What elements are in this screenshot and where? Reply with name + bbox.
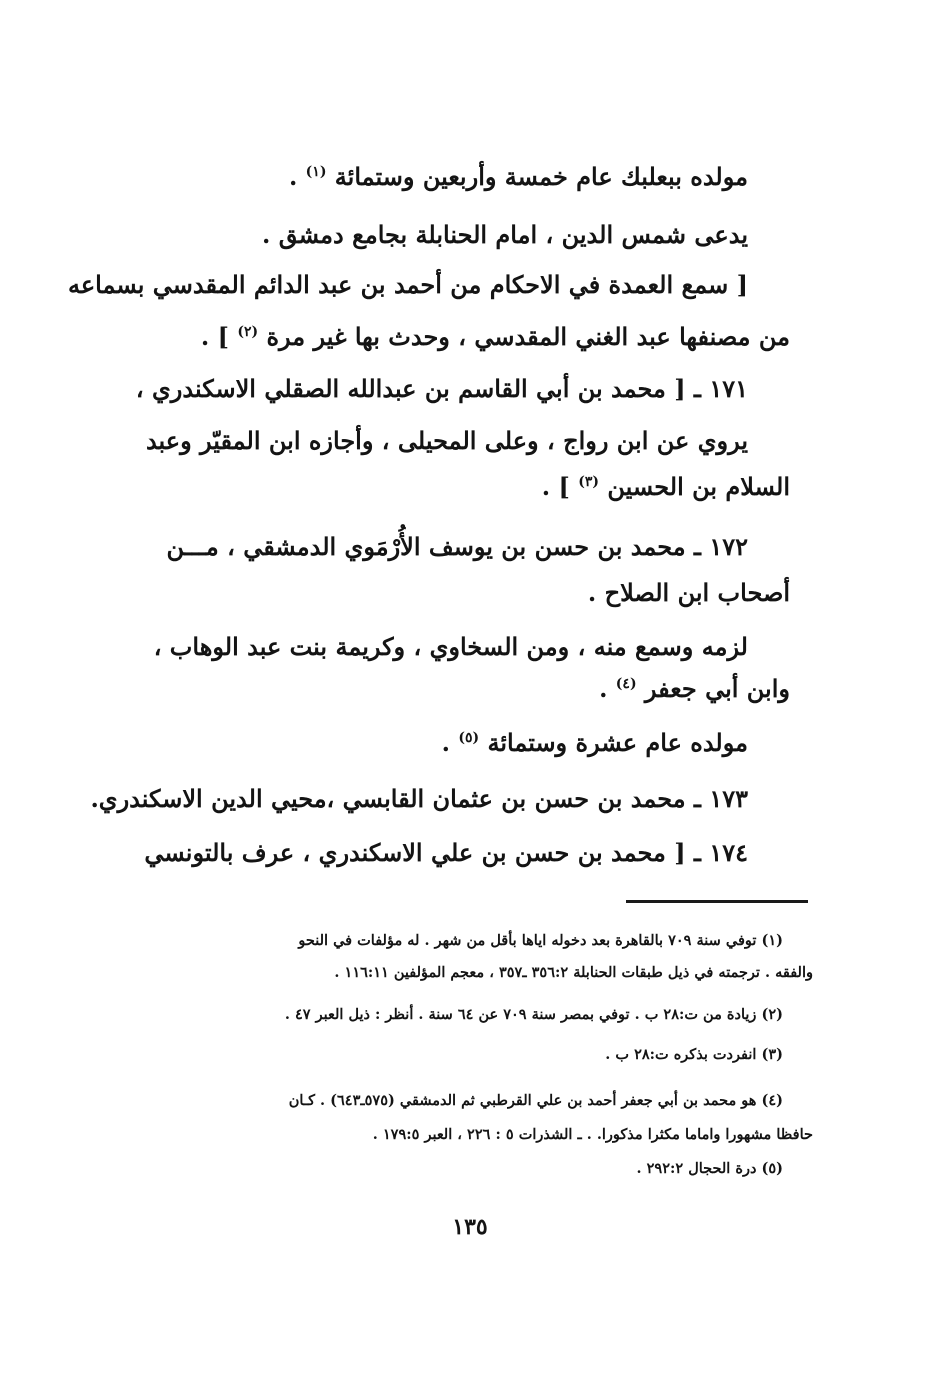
footnote-2: (٢) زيادة من ت:٢٨ ب . توفي بمصر سنة ٧٠٩ عن ٦٤ سنة . أنظر : ذيل العبر ٤٧ .: [284, 1006, 783, 1023]
text-line-11-end: .: [599, 674, 608, 703]
text-line-14: ١٧٤ ـ [ محمد بن حسن بن علي الاسكندري ، عرف بالتونسي: [144, 838, 748, 867]
text-line-6: يروي عن ابن رواج ، وعلى المحيلى ، وأجازه ابن المقيّر وعبد: [145, 426, 748, 455]
text-line-2: يدعى شمس الدين ، امام الحنابلة بجامع دمشق .: [262, 220, 748, 249]
text-line-11-content: وابن أبي جعفر: [644, 674, 790, 703]
text-line-10: لزمه وسمع منه ، ومن السخاوي ، وكريمة بنت عبد الوهاب ،: [153, 632, 748, 661]
text-line-5: ١٧١ ـ [ محمد بن أبي القاسم بن عبدالله الصقلي الاسكندري ،: [135, 374, 748, 403]
footnote-4-line-1: (٤) هو محمد بن أبي جعفر أحمد بن علي القرطبي ثم الدمشقي (٥٧٥ـ٦٤٣) . كـان: [288, 1092, 783, 1109]
text-line-12: [442, 726, 748, 760]
footnote-ref-2: (٢): [237, 324, 259, 340]
text-line-7-content: السلام بن الحسين: [607, 472, 790, 501]
text-line-8: ١٧٢ ـ محمد بن حسن بن يوسف الأُرْمَوي الدمشقي ، مـــن: [166, 532, 748, 561]
footnote-5: (٥) درة الحجال ٢٩٢:٢ .: [636, 1160, 783, 1177]
footnote-separator: [626, 900, 808, 903]
text-line-11: [599, 672, 790, 706]
text-line-4-content: من مصنفها عبد الغني المقدسي ، وحدث بها غير مرة: [266, 322, 790, 351]
footnote-ref-4: (٤): [615, 676, 637, 692]
text-line-3: [ سمع العمدة في الاحكام من أحمد بن عبد الدائم المقدسي بسماعه: [67, 270, 748, 299]
text-line-12-content: مولده عام عشرة وستمائة: [487, 728, 748, 757]
footnote-4-line-2: حافظا مشهورا واماما مكثرا مذكورا. . ـ الشذرات ٥ : ٢٢٦ ، العبر ١٧٩:٥ .: [372, 1126, 813, 1143]
text-line-7-end: ] .: [541, 472, 570, 501]
footnote-3: (٣) انفردت بذكره ت:٢٨ ب .: [605, 1046, 783, 1063]
text-line-4-end: ] .: [200, 322, 229, 351]
text-line-4: [201, 320, 790, 354]
text-line-9: أصحاب ابن الصلاح .: [587, 578, 790, 607]
text-line-1: [289, 160, 748, 194]
footnote-1-line-1: (١) توفي سنة ٧٠٩ بالقاهرة بعد دخوله اياها بأقل من شهر . له مؤلفات في النحو: [298, 932, 783, 949]
text-line-7: [542, 470, 790, 504]
footnote-ref-5: (٥): [458, 730, 480, 746]
text-line-12-end: .: [441, 728, 450, 757]
text-line-1-content: مولده ببعلبك عام خمسة وأربعين وستمائة: [334, 162, 748, 191]
page-number: ١٣٥: [452, 1214, 488, 1240]
footnote-ref-3: (٣): [578, 474, 600, 490]
text-line-1-end: .: [288, 162, 298, 191]
footnote-1-line-2: والفقه . ترجمته في ذيل طبقات الحنابلة ٣٥٦:٢ ـ٣٥٧ ، معجم المؤلفين ١١٦:١١ .: [334, 964, 813, 981]
footnote-ref-1: (١): [305, 164, 327, 180]
text-line-13: ١٧٣ ـ محمد بن حسن بن عثمان القابسي ،محيي الدين الاسكندري.: [90, 784, 748, 813]
